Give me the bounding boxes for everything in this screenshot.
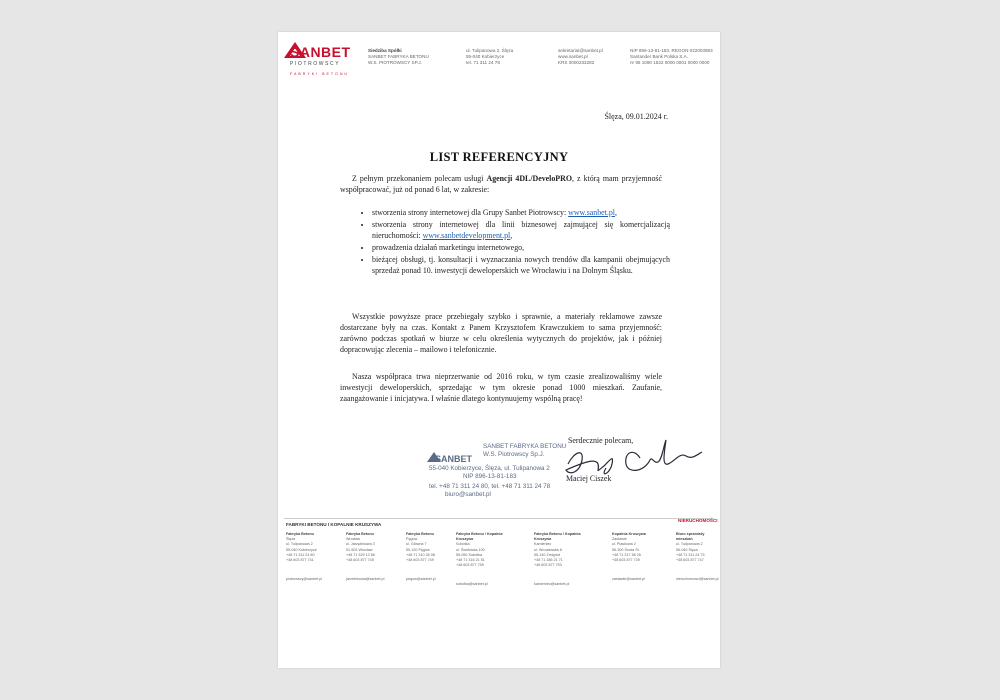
footer-address-line: ul. Tulipanowa 2 <box>676 542 703 547</box>
footer-email[interactable]: nieruchomosci@sanbet.pl <box>676 577 719 582</box>
footer-column-title: Kopalnia Kruszywa <box>612 532 646 536</box>
bullet-suffix: , <box>510 231 513 240</box>
header-line: tel. 71 311 24 78 <box>466 60 500 65</box>
footer-phone[interactable]: +48 71 316 21 51 <box>456 558 485 563</box>
footer-email[interactable]: pegow@sanbet.pl <box>406 577 436 582</box>
header-email[interactable]: sekretariat@sanbet.pl <box>558 48 603 53</box>
stamp-line: tel. +48 71 311 24 80, tel. +48 71 311 24 78 <box>429 483 551 490</box>
footer-address-line: 55-120 Pęgów <box>406 547 430 552</box>
footer-column-title: Fabryka Betonu / Kopalnia Kruszywa <box>534 532 581 542</box>
header-col-registered-office <box>368 48 429 66</box>
footer-address-line: 55-050 Sobótka <box>456 552 483 557</box>
header-line: KRS 0000233282 <box>558 60 595 65</box>
footer-column <box>286 532 344 582</box>
footer-address-line: ul. Wrocławska 8 <box>534 547 562 552</box>
bullet-text: stworzenia strony internetowej dla linii biznesowej zajmującej się komercjalizacją nieruchomości: <box>372 220 670 240</box>
footer-phone[interactable]: +48 603 877 749 <box>406 558 434 563</box>
stamp-logo-word: SANBET <box>435 454 473 464</box>
stamp-line: W.S. Piotrowscy Sp.J. <box>483 451 545 458</box>
agency-name: Agencji 4DL/DeveloPRO <box>486 174 572 183</box>
list-item <box>372 254 670 276</box>
header-col-address <box>466 48 513 66</box>
footer-address-line: 55-140 Żmigród <box>534 552 561 557</box>
footer-phone[interactable]: +48 603 877 753 <box>534 563 562 568</box>
intro-prefix: Z pełnym przekonaniem polecam usługi <box>352 174 487 183</box>
footer-address-line: Ślęza <box>286 537 296 542</box>
bullet-suffix: , <box>614 208 617 217</box>
footer-column-title: Fabryka Betonu <box>346 532 374 536</box>
footer-phone[interactable]: +48 71 317 58 25 <box>612 552 641 557</box>
footer-address-line: ul. Świdnicka 100 <box>456 547 485 552</box>
list-item <box>372 219 670 241</box>
services-list <box>356 207 670 277</box>
letter-page <box>278 32 720 668</box>
stamp-line: SANBET FABRYKA BETONU <box>483 443 567 450</box>
footer-column <box>676 532 718 582</box>
footer-column-title: Fabryka Betonu / Kopalnia Kruszywa <box>456 532 503 542</box>
footer-address-line: Wrocław <box>346 537 361 542</box>
footer-email[interactable]: kamieniec@sanbet.pl <box>534 582 570 587</box>
footer-phone[interactable]: +48 603 877 741 <box>286 558 314 563</box>
header-website[interactable]: www.sanbet.pl <box>558 54 588 59</box>
footer-email[interactable]: zastawie@sanbet.pl <box>612 577 646 582</box>
header-col-registry <box>630 48 718 66</box>
footer-address-line: Kamieniec <box>534 542 552 547</box>
header-line: W.S. PIOTROWSCY SP.J. <box>368 60 422 65</box>
footer-right-heading: NIERUCHOMOŚCI <box>678 518 718 523</box>
footer-column <box>346 532 404 582</box>
footer-address-line: ul. Piaskowa 2 <box>612 542 636 547</box>
bullet-text: bieżącej obsługi, tj. konsultacji i wyznaczania nowych trendów dla kampanii obejmujących sprzedaż ponad 10. inwestycji deweloperskich we Wrocławiu i na Dolnym Śląsku. <box>372 255 670 275</box>
paragraph-work-quality: Wszystkie powyższe prace przebiegały szybko i sprawnie, a materiały reklamowe zawsze dostarczane były na czas. Kontakt z Panem Krzysztofem Krawczukiem to sama przyjemność: zarówno podczas spotkań w biurze w celu określenia wytycznych do projektów, jak i później dopracowując zlecenia – mailowo i telefonicznie. <box>340 312 662 354</box>
paragraph-cooperation: Nasza współpraca trwa nieprzerwanie od 2016 roku, w tym czasie zrealizowaliśmy wiele inwestycji deweloperskich, sprzedając w tym okresie ponad 1000 mieszkań. Zaufanie, zaangażowanie i inicjatywa. I właśnie dlatego kontynuujemy wspólną pracę! <box>340 372 662 403</box>
header-line: Siedziba Spółki <box>368 48 402 53</box>
sanbet-development-link[interactable]: www.sanbetdevelopment.pl <box>422 231 511 240</box>
footer-address-line: 51-503 Wrocław <box>346 547 373 552</box>
footer-phone[interactable]: +48 603 877 739 <box>612 558 640 563</box>
header-line: SANBET FABRYKA BETONU <box>368 54 429 59</box>
letter-date: Ślęza, 09.01.2024 r. <box>604 112 668 121</box>
closing-text: Serdecznie polecam, <box>568 436 634 445</box>
bullet-text: prowadzenia działań marketingu internetowego, <box>372 243 525 252</box>
company-logo <box>284 42 350 86</box>
footer-address-line: ul. Jarzębinowa 3 <box>346 542 375 547</box>
footer-phone[interactable]: +48 71 311 24 75 <box>676 552 705 557</box>
header-line: NIP 896-13-81-183, REGON 022003983 <box>630 48 713 53</box>
footer-phone[interactable]: +48 71 311 24 80 <box>286 552 315 557</box>
header-line: ul. Tulipanowa 2, Ślęza <box>466 48 514 53</box>
header-line: 55-040 Kobierzyce <box>466 54 505 59</box>
sanbet-link[interactable]: www.sanbet.pl <box>568 208 615 217</box>
list-item <box>372 242 670 253</box>
header-line: nr 95 1090 1522 0000 0001 0000 0000 <box>630 60 710 65</box>
footer-address-line: 55-040 Kobierzyce <box>286 547 317 552</box>
footer-phone[interactable]: +48 603 877 747 <box>676 558 704 563</box>
footer-column <box>456 532 514 588</box>
stamp-line: NIP 896-13-81-183 <box>463 473 517 480</box>
footer-phone[interactable]: +48 71 329 13 66 <box>346 552 375 557</box>
intro-paragraph <box>340 173 662 195</box>
footer-email[interactable]: jarzebinowa@sanbet.pl <box>346 577 385 582</box>
footer-address-line: ul. Tulipanowa 2 <box>286 542 313 547</box>
footer-column <box>534 532 592 588</box>
footer-address-line: Zastawie <box>612 537 627 542</box>
header-line: Santander Bank Polska S.A. <box>630 54 688 59</box>
list-item <box>372 207 670 218</box>
footer-column-title: Biuro sprzedaży mieszkań <box>676 532 705 542</box>
footer-column <box>612 532 670 582</box>
stamp-line: 55-040 Kobierzyce, Ślęza, ul. Tulipanowa 2 <box>429 465 550 472</box>
footer-divider <box>284 518 714 519</box>
footer-address-line: Pęgów <box>406 537 418 542</box>
footer-left-heading: FABRYKI BETONU I KOPALNIE KRUSZYWA <box>286 522 382 527</box>
footer-address-line: Sobótka <box>456 542 470 547</box>
company-stamp <box>425 440 575 502</box>
logo-sub: PIOTROWSCY <box>290 61 341 67</box>
stamp-line: biuro@sanbet.pl <box>445 491 491 498</box>
footer-address-line: 55-040 Ślęza <box>676 547 698 552</box>
footer-email[interactable]: sobotka@sanbet.pl <box>456 582 488 587</box>
signer-name: Maciej Ciszek <box>566 474 612 483</box>
footer-phone[interactable]: +48 71 310 35 08 <box>406 552 435 557</box>
intro-suffix: , z którą mam przyjemność współpracować, już od ponad 6 lat, w zakresie: <box>340 174 662 194</box>
footer-phone[interactable]: +48 71 385 21 71 <box>534 558 563 563</box>
footer-column-title: Fabryka Betonu <box>406 532 434 536</box>
footer-address-line: ul. Główna 7 <box>406 542 427 547</box>
header-col-contact <box>558 48 603 66</box>
footer-email[interactable]: piotrowscy@sanbet.pl <box>286 577 323 582</box>
footer-address-line: 55-300 Środa Śl. <box>612 547 640 552</box>
letter-title: LIST REFERENCYJNY <box>429 150 569 164</box>
logo-word: SANBET <box>290 44 351 60</box>
footer-phone[interactable]: +48 603 877 745 <box>346 558 374 563</box>
logo-tagline: FABRYKI BETONU <box>290 72 350 76</box>
footer-column-title: Fabryka Betonu <box>286 532 314 536</box>
bullet-text: stworzenia strony internetowej dla Grupy Sanbet Piotrowscy: <box>372 208 569 217</box>
footer-phone[interactable]: +48 603 877 755 <box>456 563 484 568</box>
